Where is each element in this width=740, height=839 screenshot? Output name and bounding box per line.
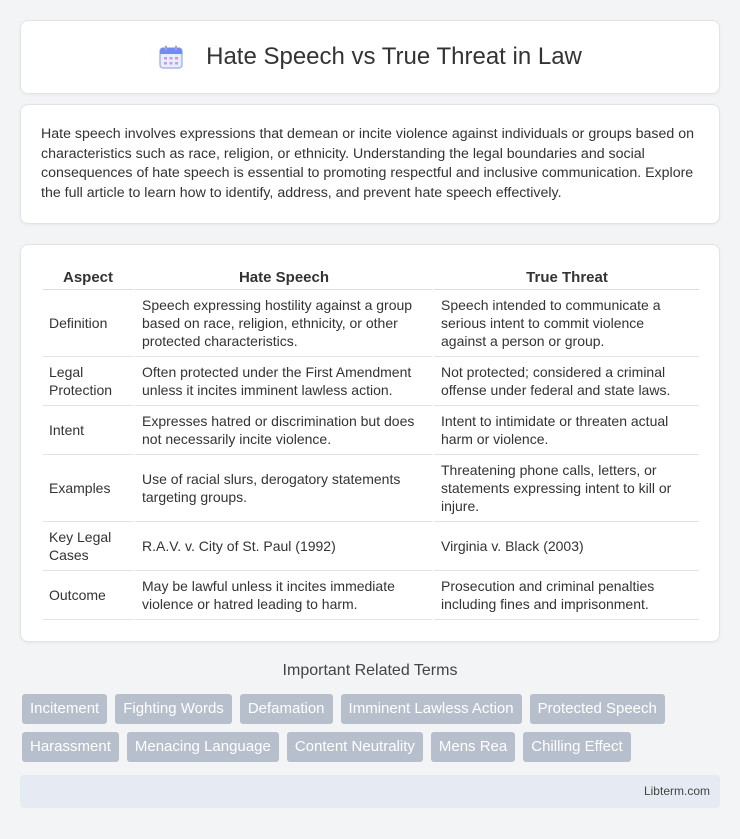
row-aspect: Intent (43, 406, 133, 455)
row-aspect: Definition (43, 290, 133, 357)
header-true-threat: True Threat (432, 265, 699, 290)
intro-text: Hate speech involves expressions that demean or incite violence against individuals or groups based on characteristics such as race, religion, or ethnicity. Understanding the legal boundaries and social consequences of hate speech is essential to promoting respectful and inclusive communication. Explore the full article to learn how to identify, address, and prevent hate speech effectively. (41, 126, 695, 201)
footer (20, 775, 720, 808)
related-terms (22, 694, 722, 770)
tag-row (22, 732, 722, 762)
tag-mens-rea[interactable]: Mens Rea (431, 732, 515, 762)
row-aspect: Key Legal Cases (43, 522, 133, 571)
table-row (43, 406, 699, 455)
table-row (43, 522, 699, 571)
related-terms-title: Important Related Terms (282, 662, 458, 679)
tag-row (22, 694, 722, 724)
row-hate-speech: Expresses hatred or discrimination but does not necessarily incite violence. (133, 406, 432, 455)
row-aspect: Examples (43, 455, 133, 522)
tag-chilling-effect[interactable]: Chilling Effect (523, 732, 630, 762)
table-row (43, 357, 699, 406)
row-hate-speech: R.A.V. v. City of St. Paul (1992) (133, 522, 432, 571)
row-hate-speech: May be lawful unless it incites immediate violence or hatred leading to harm. (133, 571, 432, 620)
row-true-threat: Virginia v. Black (2003) (432, 522, 699, 571)
tag-content-neutrality[interactable]: Content Neutrality (287, 732, 423, 762)
tag-fighting-words[interactable]: Fighting Words (115, 694, 232, 724)
page-title: Hate Speech vs True Threat in Law (206, 43, 582, 70)
table-row (43, 455, 699, 522)
footer-site-link[interactable]: Libterm.com (643, 784, 710, 798)
row-true-threat: Not protected; considered a criminal offense under federal and state laws. (432, 357, 699, 406)
tag-protected-speech[interactable]: Protected Speech (530, 694, 665, 724)
tag-defamation[interactable]: Defamation (240, 694, 333, 724)
row-true-threat: Threatening phone calls, letters, or statements expressing intent to kill or injure. (432, 455, 699, 522)
row-hate-speech: Use of racial slurs, derogatory statements targeting groups. (133, 455, 432, 522)
comparison-table-card (20, 244, 720, 642)
row-hate-speech: Often protected under the First Amendment unless it incites imminent lawless action. (133, 357, 432, 406)
calendar-icon (158, 44, 184, 70)
comparison-table (43, 265, 699, 620)
row-aspect: Legal Protection (43, 357, 133, 406)
row-hate-speech: Speech expressing hostility against a group based on race, religion, ethnicity, or other protected characteristics. (133, 290, 432, 357)
header-card (20, 20, 720, 94)
row-aspect: Outcome (43, 571, 133, 620)
header-hate-speech: Hate Speech (133, 265, 432, 290)
tag-menacing-language[interactable]: Menacing Language (127, 732, 279, 762)
tag-harassment[interactable]: Harassment (22, 732, 119, 762)
intro-card (20, 104, 720, 224)
header-aspect: Aspect (43, 265, 133, 290)
table-row (43, 290, 699, 357)
row-true-threat: Prosecution and criminal penalties including fines and imprisonment. (432, 571, 699, 620)
table-row (43, 571, 699, 620)
title-wrap (158, 43, 582, 71)
tag-incitement[interactable]: Incitement (22, 694, 107, 724)
table-header-row (43, 265, 699, 290)
row-true-threat: Intent to intimidate or threaten actual harm or violence. (432, 406, 699, 455)
row-true-threat: Speech intended to communicate a serious intent to commit violence against a person or group. (432, 290, 699, 357)
tag-imminent-lawless-action[interactable]: Imminent Lawless Action (341, 694, 522, 724)
